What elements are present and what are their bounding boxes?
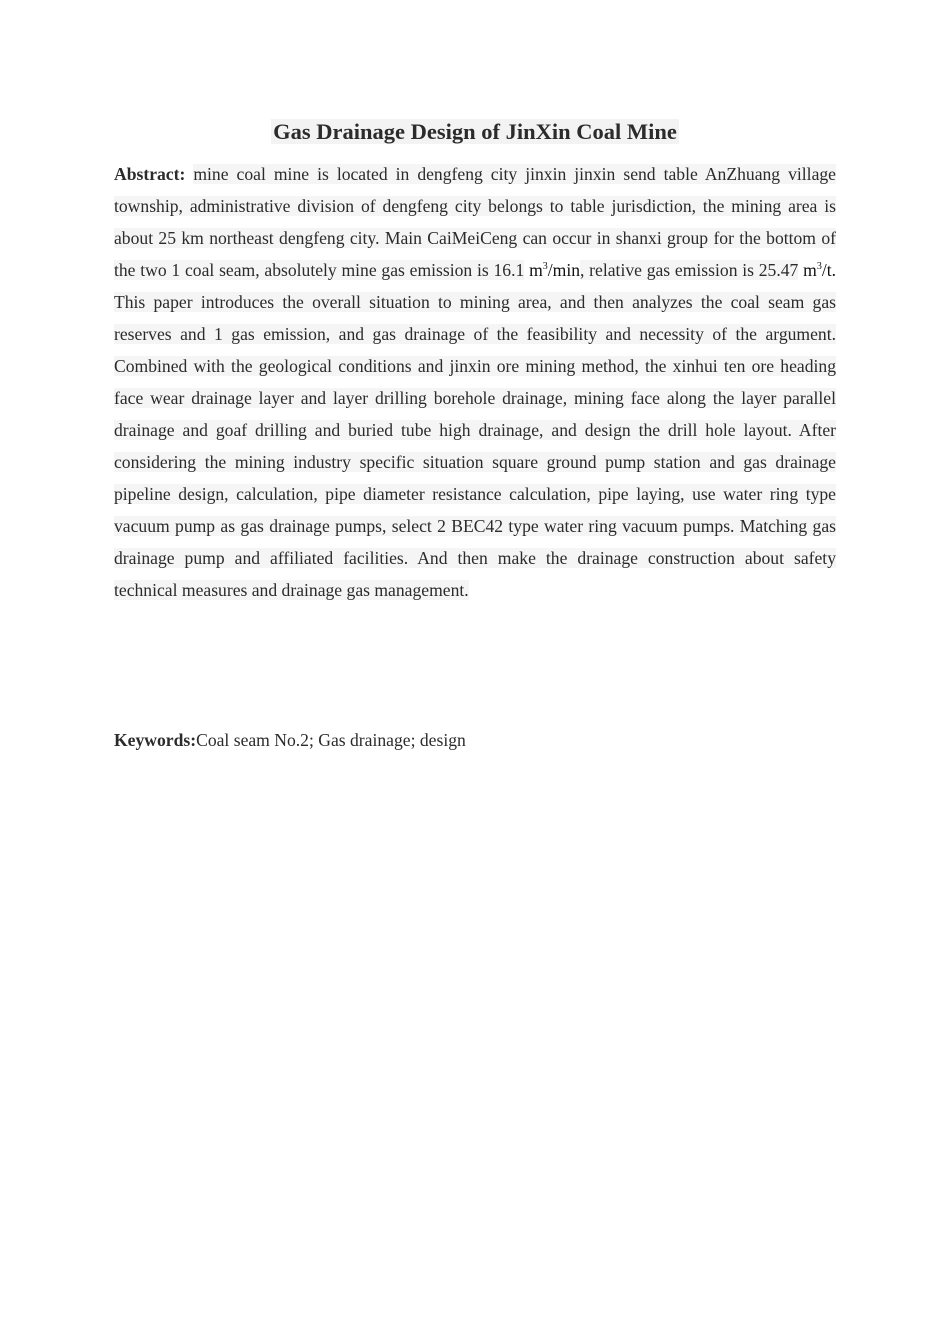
abstract-unit-2 xyxy=(803,260,836,280)
abstract-unit-1 xyxy=(529,260,580,280)
abstract-unit-2-suffix: /t. xyxy=(821,260,837,280)
abstract-text-part2: , relative gas emission is 25.47 xyxy=(580,260,799,280)
abstract-text-part1: mine coal mine is located in dengfeng city jinxin jinxin send table AnZhuang village township, administrative division of dengfeng city belongs to table jurisdiction, the mining area is about 25 km northeast dengfeng city. Main CaiMeiCeng can occur in shanxi group for the bottom of the two 1 coal seam, absolutely mine gas emission is 16.1 xyxy=(114,164,836,280)
abstract-unit-2-sup: 3 xyxy=(816,261,822,272)
abstract-label: Abstract: xyxy=(114,164,186,184)
keywords-text: Coal seam No.2; Gas drainage; design xyxy=(196,730,466,750)
abstract-unit-2-base: m xyxy=(803,260,817,280)
abstract-text-part3: This paper introduces the overall situation to mining area, and then analyzes the coal seam gas reserves and 1 gas emission, and gas drainage of the feasibility and necessity of the argument. Combined with the geological conditions and jinxin ore mining method, the xinhui ten ore heading face wear drainage layer and layer drilling borehole drainage, mining face along the layer parallel drainage and goaf drilling and buried tube high drainage, and design the drill hole layout. After considering the mining industry specific situation square ground pump station and gas drainage pipeline design, calculation, pipe diameter resistance calculation, pipe laying, use water ring type vacuum pump as gas drainage pumps, select 2 BEC42 type water ring vacuum pumps. Matching gas drainage pump and affiliated facilities. And then make the drainage construction about safety technical measures and drainage gas management. xyxy=(114,292,836,600)
abstract-paragraph xyxy=(114,158,836,606)
keywords-label: Keywords: xyxy=(114,730,197,750)
abstract-unit-1-base: m xyxy=(529,260,543,280)
abstract-unit-1-sup: 3 xyxy=(542,261,548,272)
keywords-line xyxy=(114,724,836,756)
document-title xyxy=(0,116,950,148)
document-title-text: Gas Drainage Design of JinXin Coal Mine xyxy=(273,119,677,144)
abstract-unit-1-suffix: /min xyxy=(547,260,581,280)
